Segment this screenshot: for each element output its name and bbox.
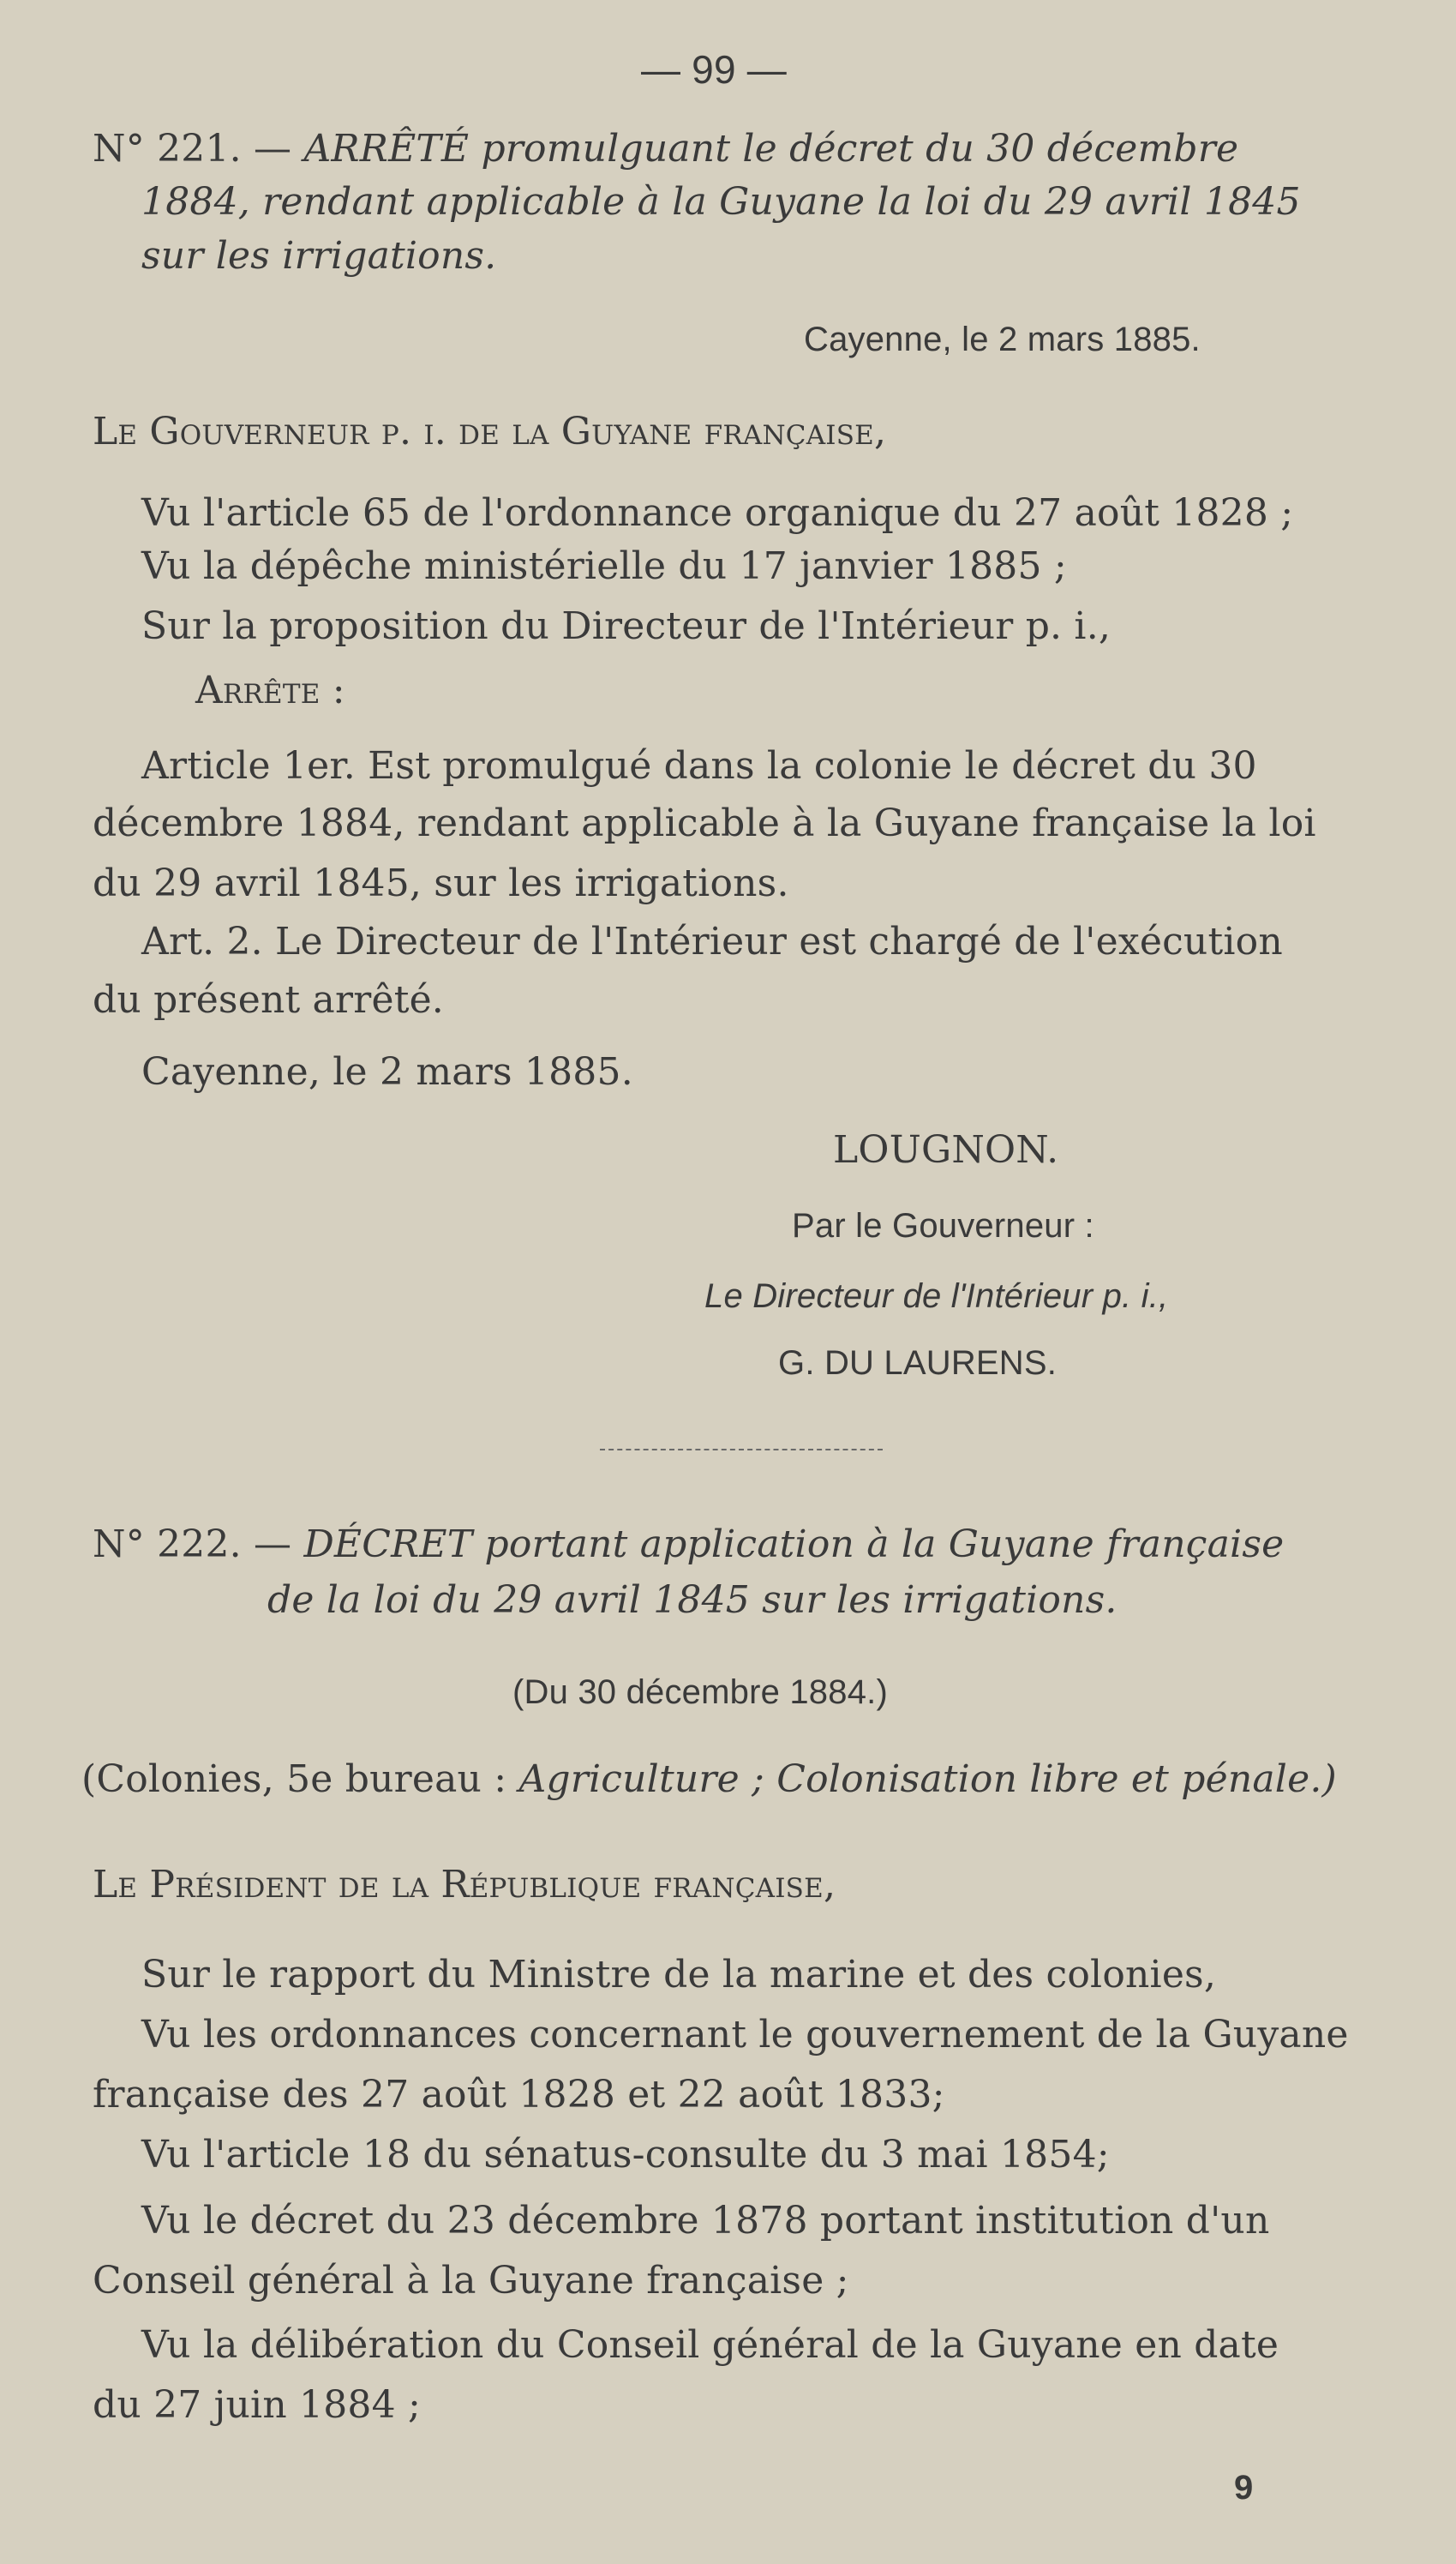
- page-header: — 99 —: [641, 47, 787, 92]
- doc2-intro: Le Président de la République française,: [93, 1863, 836, 1906]
- doc1-title-line-2: 1884, rendant applicable à la Guyane la loi du 29 avril 1845: [141, 180, 1301, 224]
- doc1-art1-line-2: décembre 1884, rendant applicable à la Guyane française la loi: [93, 802, 1316, 845]
- doc1-by-order: Par le Gouverneur :: [792, 1207, 1094, 1245]
- doc1-signer: LOUGNON.: [833, 1128, 1059, 1172]
- doc1-arrete: Arrête :: [195, 669, 345, 712]
- doc1-art2-line-1: Art. 2. Le Directeur de l'Intérieur est chargé de l'exécution: [141, 920, 1283, 964]
- doc2-visa-1: Sur le rapport du Ministre de la marine et des colonies,: [141, 1953, 1217, 1997]
- doc2-title-line-2: de la loi du 29 avril 1845 sur les irrigations.: [267, 1578, 1117, 1622]
- section-divider: [600, 1449, 883, 1450]
- doc2-visa-2-line-1: Vu les ordonnances concernant le gouvernement de la Guyane: [141, 2013, 1349, 2057]
- doc1-title: ARRÊTÉ promulguant le décret du 30 décembre: [303, 127, 1239, 171]
- doc2-visa-4-line-2: Conseil général à la Guyane française ;: [93, 2259, 849, 2303]
- signature-mark: 9: [1234, 2469, 1254, 2507]
- doc1-intro: Le Gouverneur p. i. de la Guyane française,: [93, 410, 887, 453]
- doc1-visa-3: Sur la proposition du Directeur de l'Intérieur p. i.,: [141, 604, 1111, 648]
- doc2-visa-2-line-2: française des 27 août 1828 et 22 août 1833;: [93, 2073, 945, 2117]
- doc1-art2-line-2: du présent arrêté.: [93, 978, 444, 1022]
- doc2-dateline: (Du 30 décembre 1884.): [512, 1673, 888, 1711]
- doc1-title-line-3: sur les irrigations.: [141, 234, 497, 278]
- doc1-art1-line-3: du 29 avril 1845, sur les irrigations.: [93, 862, 789, 905]
- doc1-countersigner: G. DU LAURENS.: [778, 1344, 1058, 1382]
- doc2-department-subject: Agriculture ; Colonisation libre et pénale.): [518, 1757, 1337, 1801]
- doc2-department-line: [81, 1759, 1337, 1800]
- doc2-title-line-1: [93, 1524, 1284, 1565]
- doc1-visa-1: Vu l'article 65 de l'ordonnance organique du 27 août 1828 ;: [141, 491, 1294, 535]
- doc2-visa-5-line-2: du 27 juin 1884 ;: [93, 2383, 422, 2427]
- doc2-number: N° 222. —: [93, 1522, 292, 1566]
- doc1-number: N° 221. —: [93, 127, 292, 171]
- doc2-visa-4-line-1: Vu le décret du 23 décembre 1878 portant institution d'un: [141, 2199, 1270, 2243]
- doc1-closing-date: Cayenne, le 2 mars 1885.: [141, 1050, 633, 1094]
- doc2-visa-3: Vu l'article 18 du sénatus-consulte du 3 mai 1854;: [141, 2133, 1110, 2177]
- doc1-countersign-title: Le Directeur de l'Intérieur p. i.,: [704, 1277, 1169, 1315]
- doc1-art1-line-1: Article 1er. Est promulgué dans la colonie le décret du 30: [141, 744, 1257, 788]
- doc2-department: (Colonies, 5e bureau :: [81, 1757, 507, 1801]
- doc2-title: DÉCRET portant application à la Guyane française: [303, 1522, 1285, 1566]
- doc1-visa-2: Vu la dépêche ministérielle du 17 janvier 1885 ;: [141, 544, 1067, 588]
- doc1-title-line-1: [93, 129, 1238, 170]
- doc2-visa-5-line-1: Vu la délibération du Conseil général de la Guyane en date: [141, 2323, 1279, 2367]
- doc1-dateline: Cayenne, le 2 mars 1885.: [804, 321, 1201, 358]
